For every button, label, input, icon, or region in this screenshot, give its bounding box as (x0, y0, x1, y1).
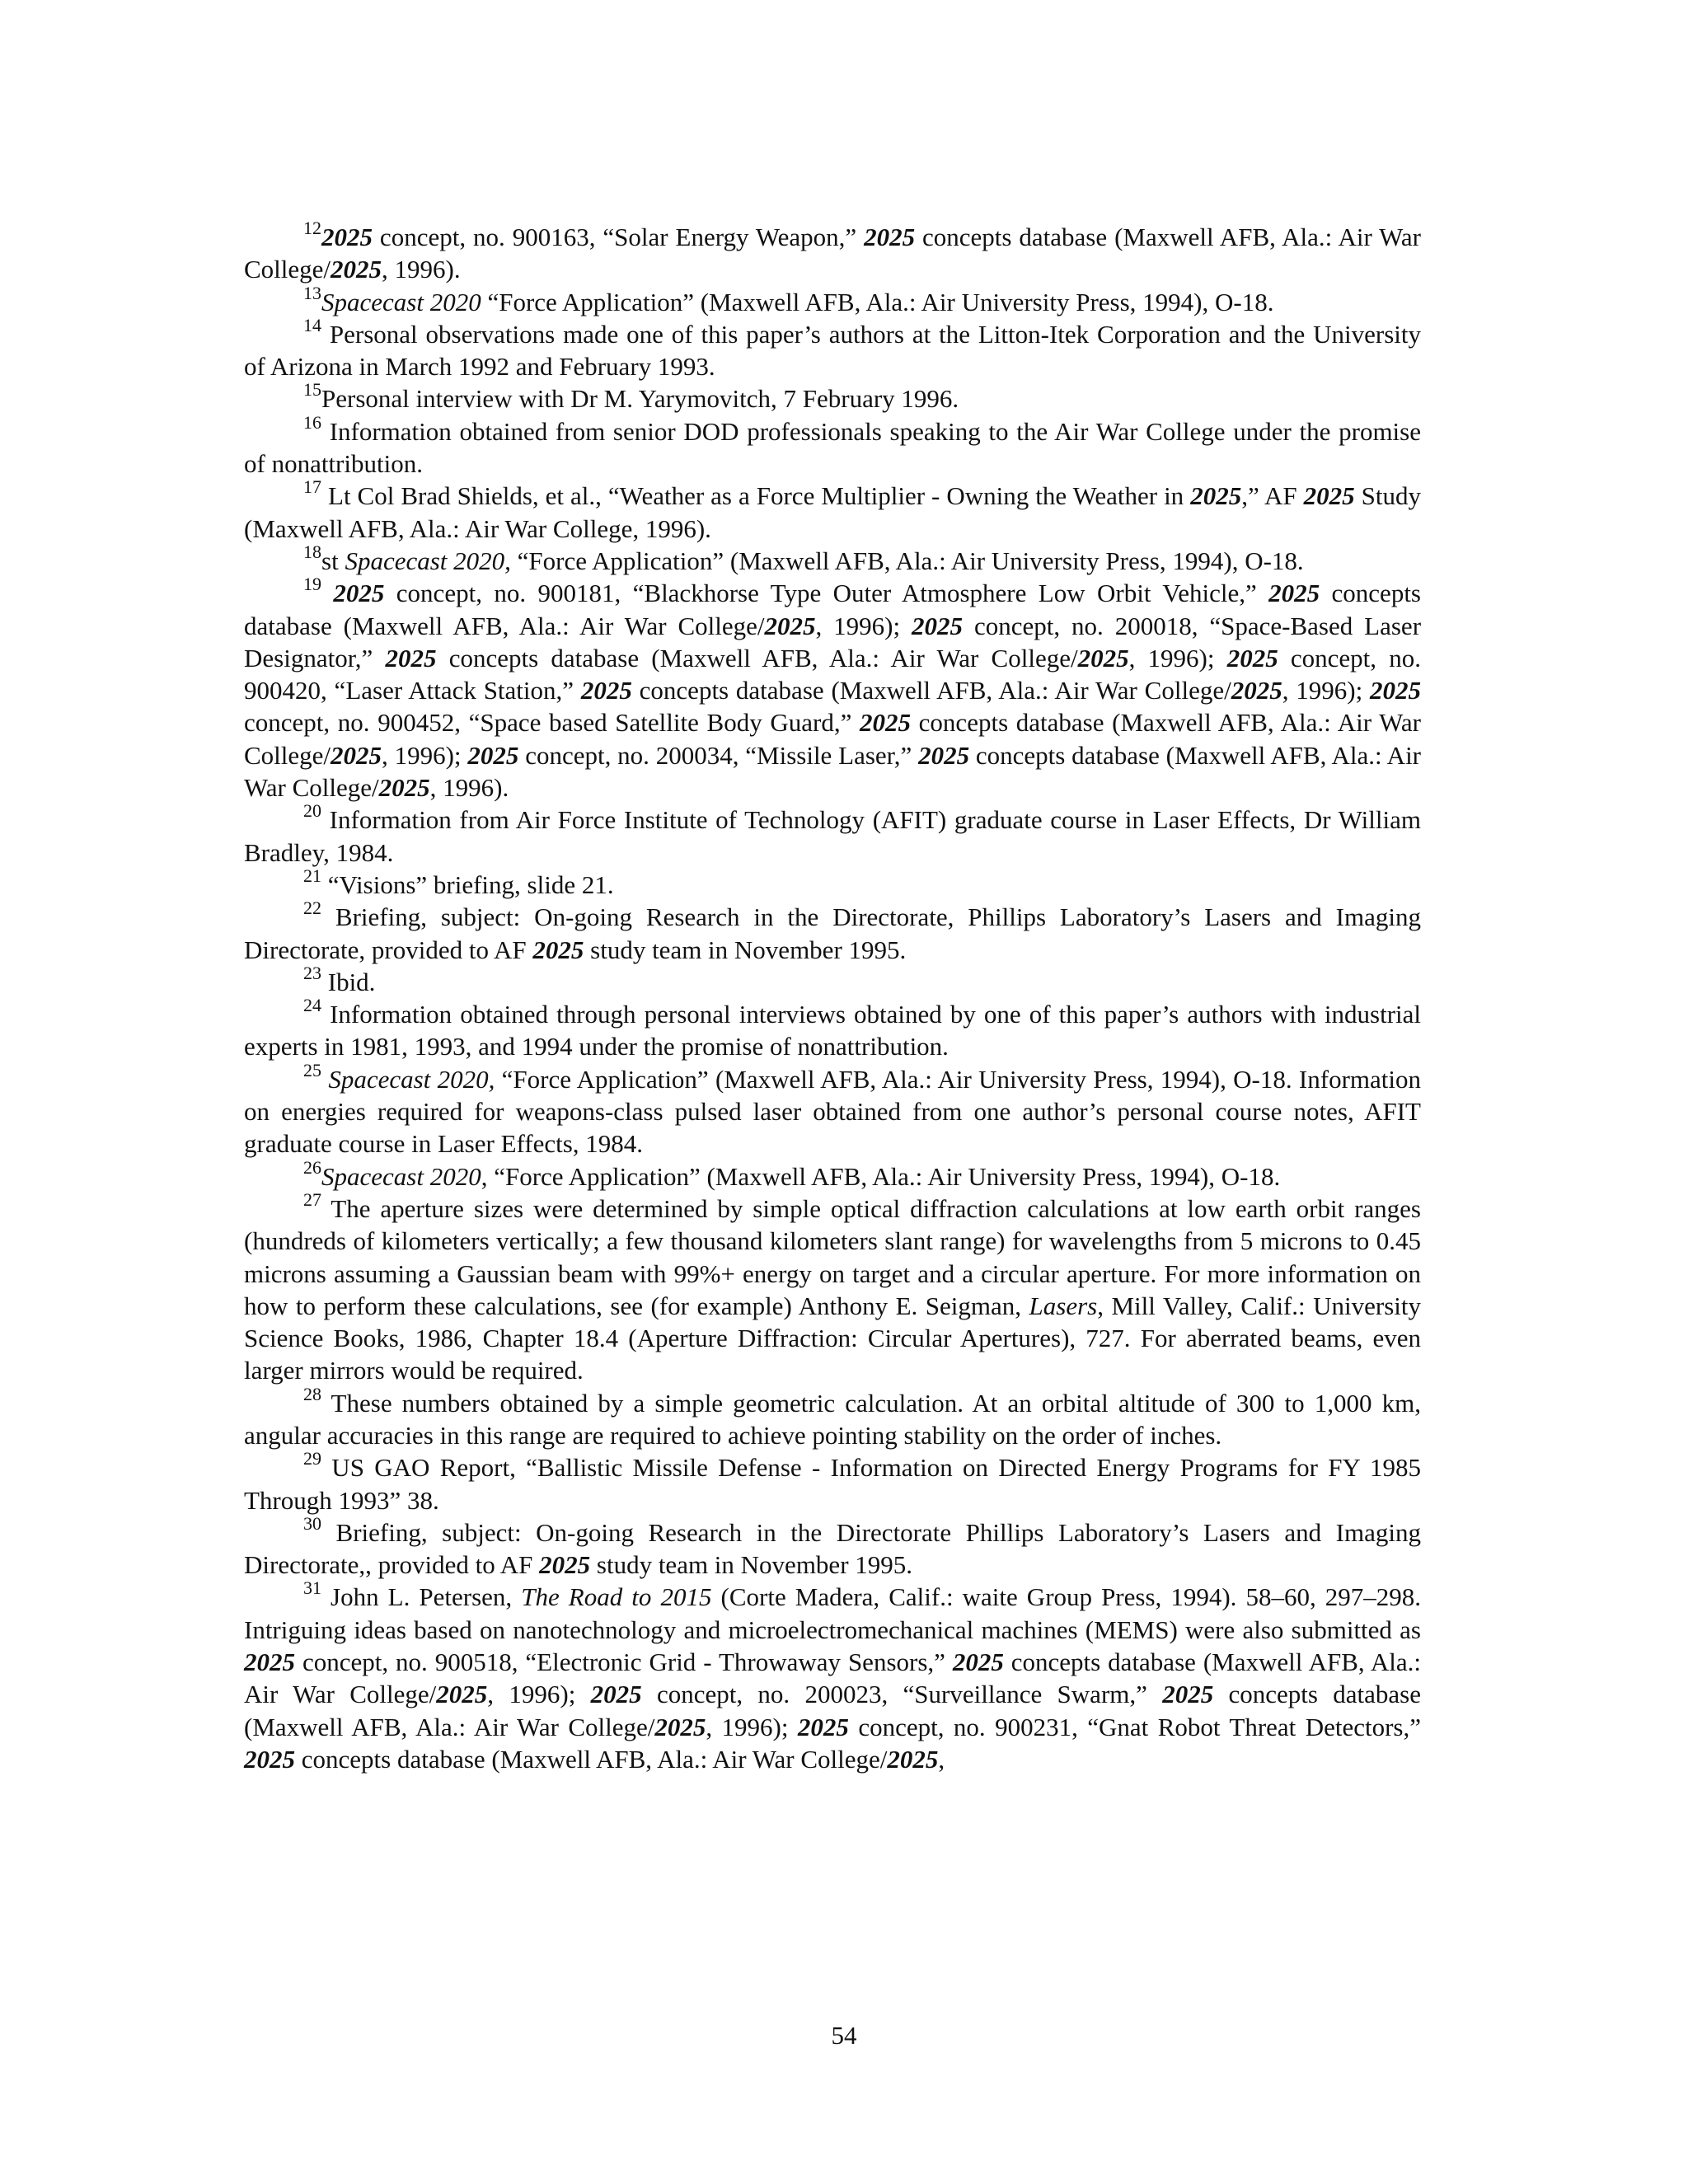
endnote (244, 476, 1421, 545)
endnote (244, 379, 1421, 415)
endnote-number: 23 (303, 962, 321, 983)
endnote-number: 18 (303, 541, 321, 562)
endnote (244, 1448, 1421, 1516)
study-name: 2025 (1268, 579, 1320, 608)
endnote (244, 314, 1421, 383)
endnote (244, 995, 1421, 1063)
study-name: 2025 (1226, 643, 1278, 673)
study-name: 2025 (952, 1647, 1004, 1677)
endnote-text: concept, no. 200023, “Surveillance Swarm,” (641, 1680, 1163, 1709)
endnote (244, 282, 1421, 318)
publication-title: Spacecast 2020, (345, 546, 511, 575)
endnote-text: concept, no. 900452, “Space based Satellite Body Guard,” (244, 708, 860, 738)
study-name: 2025 (539, 1550, 591, 1580)
endnote-text: study team in November 1995. (590, 1550, 913, 1580)
endnote-number: 17 (303, 476, 321, 498)
endnote-number: 25 (303, 1059, 321, 1080)
publication-title: Lasers (1029, 1291, 1098, 1320)
study-name: 2025 (331, 255, 382, 284)
endnote-text: concept, no. 200034, “Missile Laser,” (518, 740, 919, 770)
endnote (244, 1188, 1421, 1387)
endnote-number: 30 (303, 1512, 321, 1534)
endnote-number: 14 (303, 314, 321, 335)
endnote-text: concept, no. 200018, “Space-Based Laser Designator,” (244, 611, 1422, 673)
endnote-number: 29 (303, 1448, 321, 1469)
endnote-text: concepts database (Maxwell AFB, Ala.: Air War College/ (631, 676, 1231, 705)
endnote (244, 898, 1421, 966)
endnote-text: Briefing, subject: On-going Research in the Directorate, Phillips Laboratory’s Lasers and Imaging Directorate, provided to AF (244, 902, 1421, 964)
study-name: 2025 (1231, 676, 1282, 705)
study-name: 2025 (1370, 676, 1422, 705)
study-name: 2025 (1303, 481, 1355, 511)
endnote (244, 411, 1421, 480)
endnote-text: concept, no. 900163, “Solar Energy Weapon,” (373, 223, 865, 251)
endnote-text: US GAO Report, “Ballistic Missile Defense - Information on Directed Energy Programs for FY 1985 Through 1993” 38. (244, 1453, 1421, 1515)
endnote (244, 962, 1421, 998)
endnote-text: concepts database (Maxwell AFB, Ala.: Air War College/ (244, 708, 1421, 770)
endnote-text: , 1996); (1128, 643, 1227, 673)
endnote-text: “Force Application” (Maxwell AFB, Ala.: Air University Press, 1994), O-18. Information on energies required for weapons-class pulsed laser obtained from one author’s personal course notes, AFIT graduate course in Laser Effects, 1984. (244, 1064, 1421, 1159)
endnote-text: concepts database (Maxwell AFB, Ala.: Air War College/ (244, 740, 1421, 803)
endnote-text: , Mill Valley, Calif.: University Science Books, 1986, Chapter 18.4 (Aperture Diffraction: Circular Apertures), 727. For aberrated beams, even larger mirrors would be required. (244, 1291, 1421, 1385)
endnote-text: concepts database (Maxwell AFB, Ala.: Air War College/ (244, 1680, 1422, 1741)
endnote-text: , 1996); (1282, 676, 1371, 705)
study-name: 2025 (378, 773, 430, 803)
endnote (244, 1383, 1421, 1452)
study-name: 2025 (590, 1680, 642, 1709)
study-name: 2025 (244, 1647, 295, 1677)
endnote-text: concept, no. 900518, “Electronic Grid - Throwaway Sensors,” (295, 1647, 953, 1677)
endnote-text: concepts database (Maxwell AFB, Ala.: Air War College/ (295, 1744, 888, 1774)
endnote (244, 1512, 1421, 1582)
endnote-number: 15 (303, 379, 321, 401)
endnote (244, 218, 1421, 286)
study-name: 2025 (436, 1680, 488, 1709)
study-name: 2025 (797, 1712, 849, 1741)
endnote-number: 19 (303, 574, 321, 595)
endnote-text: , 1996); (487, 1680, 591, 1709)
endnote-text: “Visions” briefing, slide 21. (321, 869, 614, 899)
endnote-text: “Force Application” (Maxwell AFB, Ala.: Air University Press, 1994), O-18. (510, 546, 1304, 575)
page-number: 54 (831, 2021, 857, 2050)
endnote-text: , 1996); (815, 611, 912, 640)
endnote-text: The aperture sizes were determined by simple optical diffraction calculations at low earth orbit ranges (hundreds of kilometers vertically; a few thousand kilometers slant range) for wavelengths from 5 microns to 0.45 microns assuming a Gaussian beam with 99%+ energy on target and a circular aperture. For more information on how to perform these calculations, see (for example) Anthony E. Seigman, (244, 1193, 1421, 1320)
study-name: 2025 (864, 223, 916, 251)
endnote-number: 22 (303, 898, 321, 919)
study-name: 2025 (331, 740, 382, 770)
study-name: 2025 (1162, 1680, 1214, 1709)
endnote-number: 26 (303, 1156, 321, 1178)
endnote-text: Information obtained from senior DOD professionals speaking to the Air War College under the promise of nonattribution. (244, 416, 1421, 479)
endnote-text: John L. Petersen, (321, 1582, 522, 1612)
study-name: 2025 (860, 708, 912, 738)
endnote-text: , 1996); (706, 1712, 798, 1741)
publication-title: The Road to 2015 (521, 1582, 712, 1612)
study-name: 2025 (467, 740, 519, 770)
endnote-text: Personal interview with Dr M. Yarymovitch, 7 February 1996. (321, 384, 959, 414)
endnote (244, 574, 1422, 804)
study-name: 2025 (321, 223, 373, 251)
endnote (244, 865, 1421, 901)
endnote-text: concept, no. 900181, “Blackhorse Type Outer Atmosphere Low Orbit Vehicle,” (384, 579, 1269, 608)
endnote (244, 541, 1421, 577)
endnote-text: Ibid. (321, 967, 376, 996)
study-name: 2025 (333, 579, 385, 608)
endnote-text: concepts database (Maxwell AFB, Ala.: Air War College/ (244, 579, 1421, 640)
study-name: 2025 (580, 676, 632, 705)
publication-title: Spacecast 2020 (321, 287, 481, 316)
endnote-number: 31 (303, 1577, 321, 1599)
endnote-text: (Corte Madera, Calif.: waite Group Press, 1994). 58–60, 297–298. Intriguing ideas based on nanotechnology and microelectromechanical machines (MEMS) were also submitted as (244, 1582, 1421, 1644)
study-name: 2025 (244, 1744, 295, 1774)
endnote-number: 16 (303, 411, 321, 433)
endnote-text: Information obtained through personal interviews obtained by one of this paper’s authors with industrial experts in 1981, 1993, and 1994 under the promise of nonattribution. (244, 1000, 1421, 1062)
endnote (244, 800, 1421, 869)
endnote-number: 20 (303, 800, 321, 822)
endnote-text: Personal observations made one of this paper’s authors at the Litton-Itek Corporation and the University of Arizona in March 1992 and February 1993. (244, 319, 1421, 382)
endnote-text (321, 579, 333, 607)
endnote-text: These numbers obtained by a simple geometric calculation. At an orbital altitude of 300 to 1,000 km, angular accuracies in this range are required to achieve pointing stability on the order of inches. (244, 1388, 1421, 1450)
endnote-text: study team in November 1995. (584, 935, 907, 964)
endnote-text: concept, no. 900231, “Gnat Robot Threat Detectors,” (848, 1712, 1421, 1741)
endnote-number: 21 (303, 865, 321, 886)
endnotes-list (244, 218, 1422, 1775)
study-name: 2025 (532, 935, 584, 964)
publication-title: Spacecast 2020 (321, 1161, 481, 1191)
endnote-text: concepts database (Maxwell AFB, Ala.: Air War College/ (244, 1647, 1421, 1709)
endnote-text: Study (Maxwell AFB, Ala.: Air War College, 1996). (244, 481, 1421, 543)
endnote (244, 1577, 1422, 1775)
study-name: 2025 (764, 611, 816, 640)
endnote-text: concepts database (Maxwell AFB, Ala.: Air War College/ (436, 643, 1078, 673)
endnote-text: , (938, 1744, 945, 1774)
study-name: 2025 (654, 1712, 706, 1741)
endnote-text: ,” AF (1241, 481, 1304, 511)
endnote-number: 28 (303, 1383, 321, 1404)
endnote-text: Information from Air Force Institute of Technology (AFIT) graduate course in Laser Effects, Dr William Bradley, 1984. (244, 805, 1421, 867)
study-name: 2025 (385, 643, 437, 673)
endnote (244, 1059, 1421, 1160)
endnote-text: Lt Col Brad Shields, et al., “Weather as a Force Multiplier - Owning the Weather in (321, 481, 1191, 511)
endnote-text: , “Force Application” (Maxwell AFB, Ala.: Air University Press, 1994), O-18. (481, 1161, 1281, 1191)
endnote-text: , 1996). (429, 773, 509, 803)
endnote-number: 24 (303, 995, 321, 1016)
study-name: 2025 (1077, 643, 1129, 673)
study-name: 2025 (912, 611, 964, 640)
endnote-text: , 1996). (382, 255, 461, 284)
study-name: 2025 (1190, 481, 1242, 511)
endnote-text: “Force Application” (Maxwell AFB, Ala.: Air University Press, 1994), O-18. (481, 287, 1274, 316)
endnote-text: concept, no. 900420, “Laser Attack Station,” (244, 643, 1421, 705)
endnote-number: 27 (303, 1188, 321, 1210)
endnote-text: Briefing, subject: On-going Research in the Directorate Phillips Laboratory’s Lasers and Imaging Directorate,, provided to AF (244, 1517, 1421, 1580)
endnote-number: 13 (303, 282, 321, 303)
endnote (244, 1156, 1421, 1193)
endnote-text: concepts database (Maxwell AFB, Ala.: Air War College/ (244, 223, 1421, 284)
study-name: 2025 (887, 1744, 939, 1774)
endnote-text: , 1996); (382, 740, 468, 770)
endnote-text: st (321, 546, 345, 575)
study-name: 2025 (918, 740, 970, 770)
endnote-number: 12 (303, 218, 321, 238)
publication-title: Spacecast 2020, (328, 1064, 495, 1094)
